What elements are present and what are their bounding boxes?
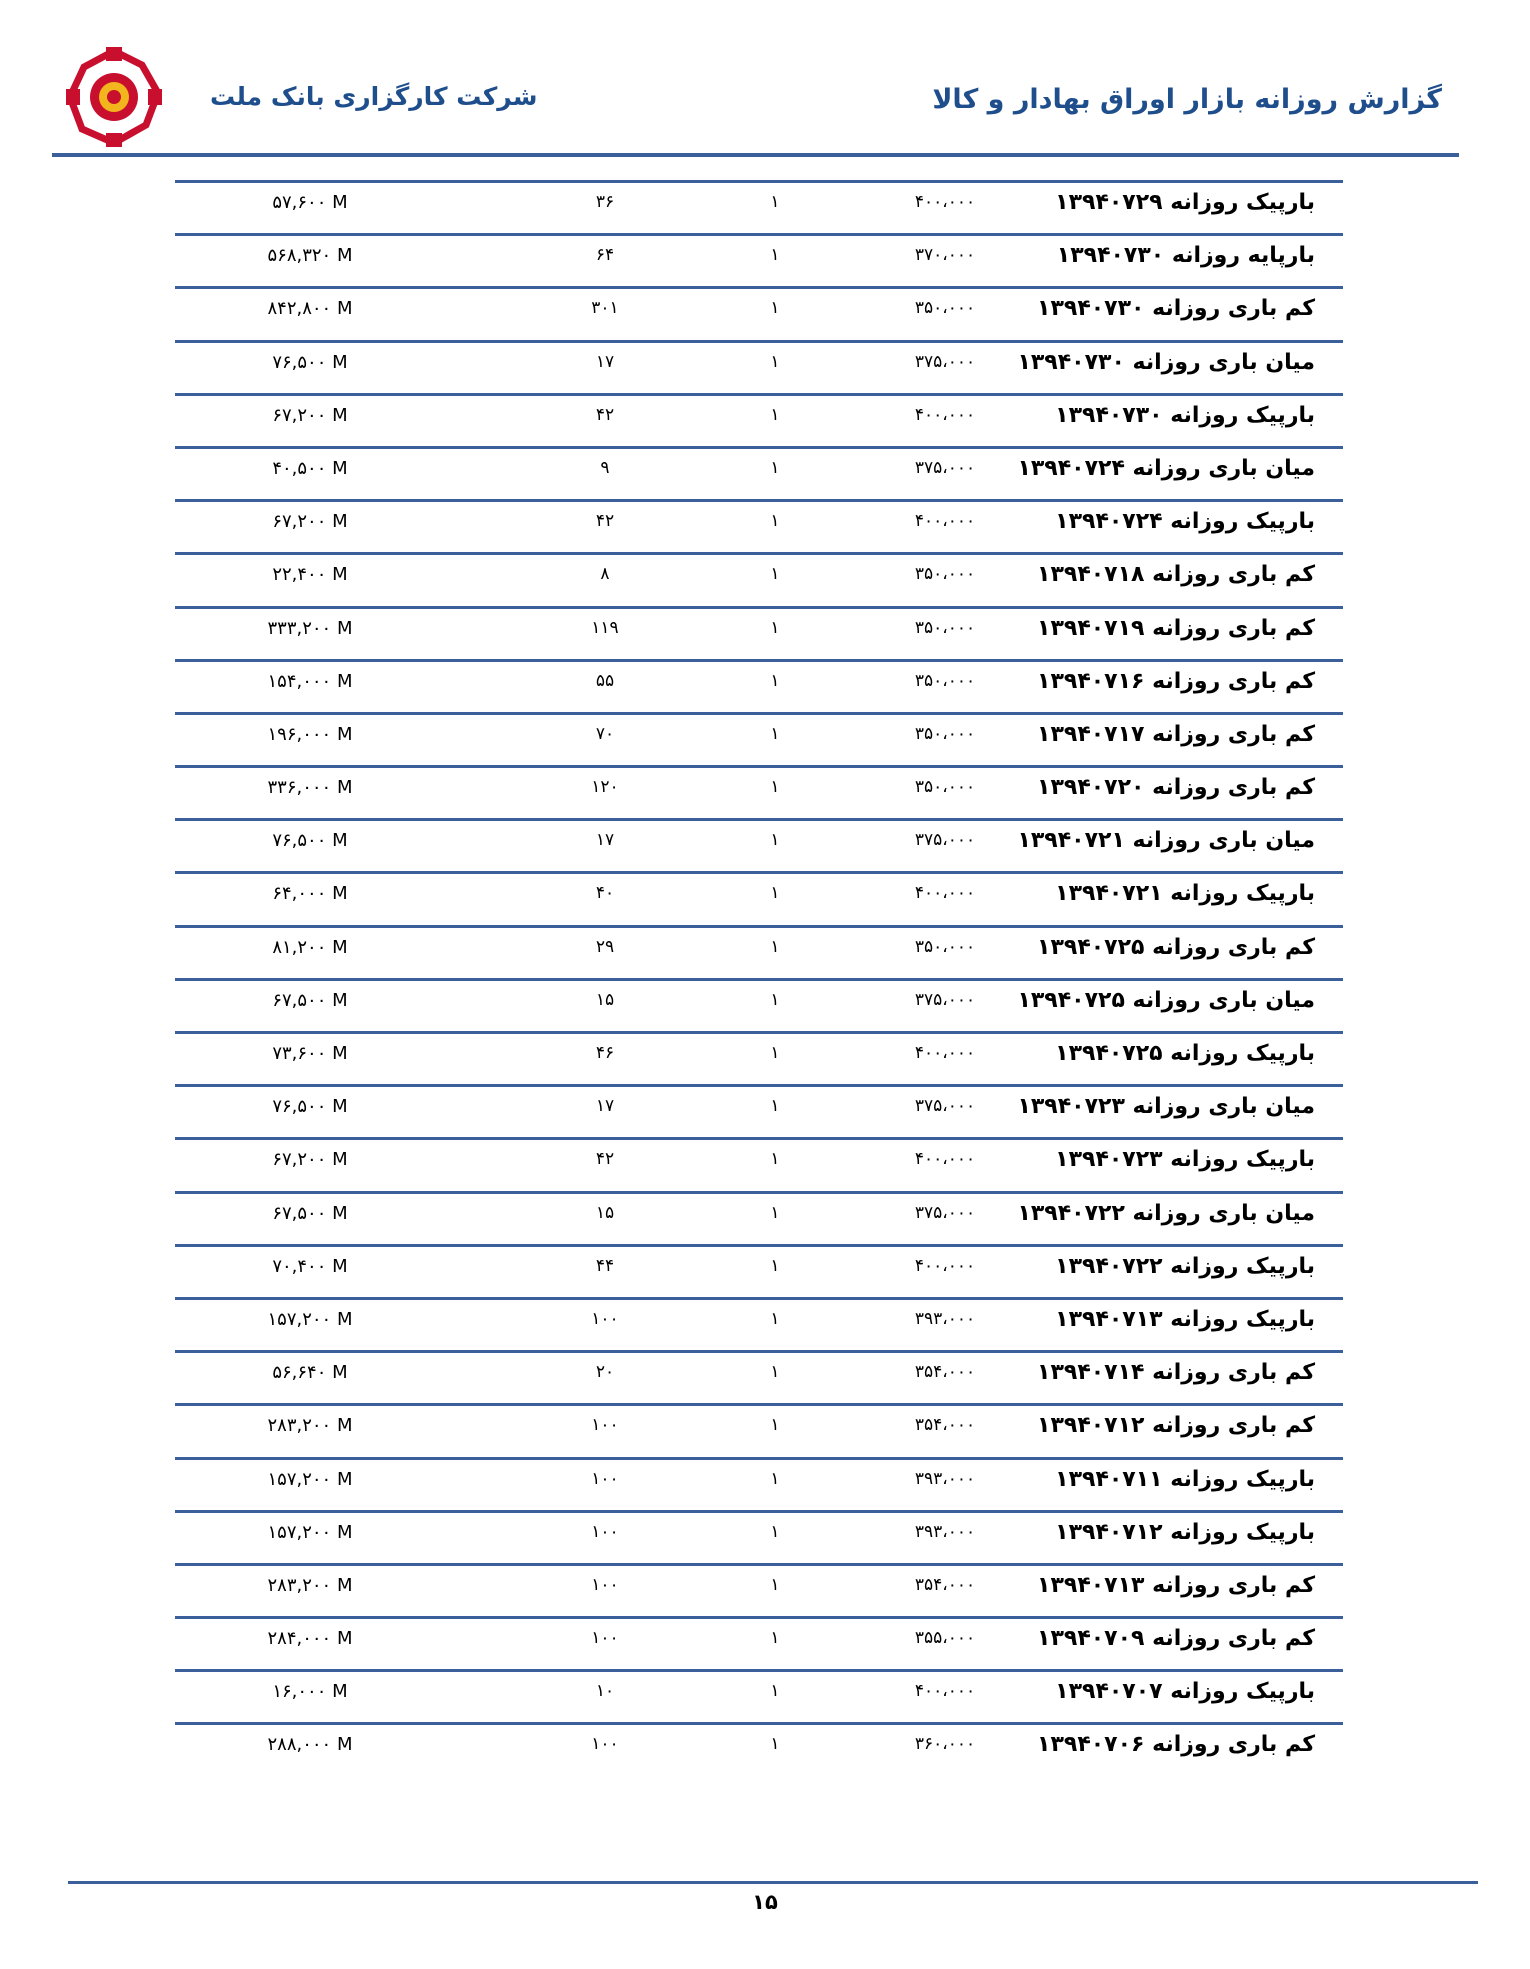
count-cell: ۱۰۰ [591, 1308, 619, 1329]
contract-name: بارپیک روزانه ۱۳۹۴۰۷۰۷ [1055, 1679, 1315, 1705]
contract-name: کم باری روزانه ۱۳۹۴۰۷۱۸ [1037, 562, 1315, 588]
price-cell: ۴۰۰،۰۰۰ [914, 192, 976, 212]
table-row [175, 1616, 1343, 1669]
table-row [175, 1350, 1343, 1403]
price-cell: ۳۹۳،۰۰۰ [914, 1521, 976, 1542]
contract-name: بارپیک روزانه ۱۳۹۴۰۷۲۱ [1055, 881, 1315, 907]
count-cell: ۳۶ [595, 192, 615, 212]
count-cell: ۷۰ [595, 723, 615, 744]
price-cell: ۳۷۵،۰۰۰ [914, 830, 976, 851]
count-cell: ۱۵ [595, 989, 615, 1010]
value-cell: ۱۵۷,۲۰۰ M [267, 1521, 353, 1543]
table-row [175, 286, 1343, 339]
value-cell: ۶۷,۲۰۰ M [272, 1149, 348, 1171]
table-row [175, 978, 1343, 1031]
contract-name: بارپیک روزانه ۱۳۹۴۰۷۲۹ [1055, 190, 1315, 215]
contract-name: کم باری روزانه ۱۳۹۴۰۷۱۲ [1037, 1413, 1315, 1439]
trades-table [175, 180, 1343, 1776]
page-number: ۱۵ [752, 1890, 778, 1914]
contract-name: بارپیک روزانه ۱۳۹۴۰۷۲۲ [1055, 1253, 1315, 1279]
contract-name: میان باری روزانه ۱۳۹۴۰۷۲۲ [1017, 1200, 1315, 1226]
value-cell: ۲۲,۴۰۰ M [272, 564, 348, 586]
count-cell: ۱۰۰ [591, 1468, 619, 1489]
contract-name: بارپیک روزانه ۱۳۹۴۰۷۲۳ [1055, 1147, 1315, 1173]
value-cell: ۵۷,۶۰۰ M [272, 192, 348, 213]
contract-name: کم باری روزانه ۱۳۹۴۰۷۱۶ [1037, 668, 1315, 694]
quantity-cell: ۱ [770, 830, 780, 851]
count-cell: ۱۰۰ [591, 1734, 619, 1755]
value-cell: ۷۶,۵۰۰ M [272, 1096, 348, 1118]
price-cell: ۳۵۴،۰۰۰ [914, 1415, 976, 1436]
value-cell: ۸۴۲,۸۰۰ M [267, 298, 353, 320]
header-divider [52, 153, 1459, 157]
contract-name: کم باری روزانه ۱۳۹۴۰۷۱۴ [1037, 1360, 1315, 1386]
contract-name: بارپیک روزانه ۱۳۹۴۰۷۱۳ [1055, 1306, 1315, 1332]
quantity-cell: ۱ [770, 351, 780, 372]
table-row [175, 925, 1343, 978]
price-cell: ۴۰۰،۰۰۰ [914, 404, 976, 425]
table-row [175, 1457, 1343, 1510]
quantity-cell: ۱ [770, 723, 780, 744]
contract-name: بارپیک روزانه ۱۳۹۴۰۷۳۰ [1055, 402, 1315, 428]
footer-divider [68, 1881, 1478, 1884]
quantity-cell: ۱ [770, 1255, 780, 1276]
table-row [175, 233, 1343, 286]
value-cell: ۲۸۸,۰۰۰ M [267, 1734, 353, 1756]
contract-name: میان باری روزانه ۱۳۹۴۰۷۳۰ [1017, 349, 1315, 375]
value-cell: ۱۵۷,۲۰۰ M [267, 1468, 353, 1490]
price-cell: ۳۹۳،۰۰۰ [914, 1468, 976, 1489]
price-cell: ۳۷۰،۰۰۰ [914, 245, 976, 266]
table-row [175, 499, 1343, 552]
table-row [175, 659, 1343, 712]
contract-name: بارپیک روزانه ۱۳۹۴۰۷۱۲ [1055, 1519, 1315, 1545]
count-cell: ۱۲۰ [591, 777, 619, 798]
price-cell: ۳۵۴،۰۰۰ [914, 1362, 976, 1383]
value-cell: ۶۴,۰۰۰ M [272, 883, 348, 905]
quantity-cell: ۱ [770, 1202, 780, 1223]
count-cell: ۲۹ [595, 936, 615, 957]
contract-name: کم باری روزانه ۱۳۹۴۰۷۲۵ [1037, 934, 1315, 960]
value-cell: ۷۶,۵۰۰ M [272, 830, 348, 852]
price-cell: ۳۵۰،۰۰۰ [914, 723, 976, 744]
count-cell: ۵۵ [595, 670, 615, 691]
count-cell: ۴۴ [595, 1255, 615, 1276]
value-cell: ۶۷,۵۰۰ M [272, 989, 348, 1011]
value-cell: ۶۷,۲۰۰ M [272, 404, 348, 426]
price-cell: ۳۷۵،۰۰۰ [914, 351, 976, 372]
contract-name: کم باری روزانه ۱۳۹۴۰۷۳۰ [1037, 296, 1315, 322]
table-row [175, 446, 1343, 499]
quantity-cell: ۱ [770, 457, 780, 478]
value-cell: ۲۸۴,۰۰۰ M [267, 1628, 353, 1650]
table-row [175, 1297, 1343, 1350]
contract-name: میان باری روزانه ۱۳۹۴۰۷۲۵ [1017, 987, 1315, 1013]
count-cell: ۱۵ [595, 1202, 615, 1223]
price-cell: ۴۰۰،۰۰۰ [914, 883, 976, 904]
table-row [175, 1244, 1343, 1297]
table-row [175, 712, 1343, 765]
value-cell: ۵۶۸,۳۲۰ M [267, 245, 353, 267]
price-cell: ۴۰۰،۰۰۰ [914, 1681, 976, 1702]
value-cell: ۴۰,۵۰۰ M [272, 457, 348, 479]
contract-name: کم باری روزانه ۱۳۹۴۰۷۰۶ [1037, 1732, 1315, 1758]
table-row [175, 393, 1343, 446]
count-cell: ۱۷ [595, 1096, 615, 1117]
value-cell: ۶۷,۲۰۰ M [272, 511, 348, 533]
table-row [175, 1031, 1343, 1084]
table-row [175, 1722, 1343, 1775]
price-cell: ۳۵۰،۰۰۰ [914, 936, 976, 957]
value-cell: ۱۶,۰۰۰ M [272, 1681, 348, 1703]
table-row [175, 1563, 1343, 1616]
count-cell: ۴۲ [595, 1149, 615, 1170]
table-row [175, 180, 1343, 233]
price-cell: ۳۷۵،۰۰۰ [914, 1202, 976, 1223]
contract-name: میان باری روزانه ۱۳۹۴۰۷۲۳ [1017, 1094, 1315, 1120]
count-cell: ۱۰۰ [591, 1415, 619, 1436]
count-cell: ۳۰۱ [591, 298, 619, 319]
quantity-cell: ۱ [770, 883, 780, 904]
count-cell: ۲۰ [595, 1362, 615, 1383]
contract-name: بارپیک روزانه ۱۳۹۴۰۷۲۵ [1055, 1041, 1315, 1066]
table-row [175, 1403, 1343, 1456]
value-cell: ۶۷,۵۰۰ M [272, 1202, 348, 1224]
price-cell: ۴۰۰،۰۰۰ [914, 511, 976, 532]
count-cell: ۴۰ [595, 883, 615, 904]
count-cell: ۸ [600, 564, 610, 585]
quantity-cell: ۱ [770, 564, 780, 585]
value-cell: ۱۵۷,۲۰۰ M [267, 1308, 353, 1330]
table-row [175, 1510, 1343, 1563]
count-cell: ۴۶ [595, 1043, 615, 1063]
table-row [175, 871, 1343, 924]
price-cell: ۳۵۰،۰۰۰ [914, 564, 976, 585]
quantity-cell: ۱ [770, 1734, 780, 1755]
contract-name: کم باری روزانه ۱۳۹۴۰۷۱۳ [1037, 1572, 1315, 1598]
contract-name: بارپیک روزانه ۱۳۹۴۰۷۱۱ [1055, 1466, 1315, 1492]
count-cell: ۱۰ [595, 1681, 615, 1702]
table-row [175, 765, 1343, 818]
quantity-cell: ۱ [770, 1362, 780, 1383]
price-cell: ۳۵۰،۰۰۰ [914, 670, 976, 691]
table-row [175, 340, 1343, 393]
contract-name: میان باری روزانه ۱۳۹۴۰۷۲۴ [1017, 455, 1315, 481]
value-cell: ۲۸۳,۲۰۰ M [267, 1574, 353, 1596]
price-cell: ۳۵۴،۰۰۰ [914, 1574, 976, 1595]
count-cell: ۱۰۰ [591, 1521, 619, 1542]
table-row [175, 818, 1343, 871]
table-row [175, 1084, 1343, 1137]
price-cell: ۳۵۵،۰۰۰ [914, 1628, 976, 1649]
quantity-cell: ۱ [770, 617, 780, 638]
count-cell: ۱۱۹ [591, 617, 619, 638]
count-cell: ۹ [600, 457, 610, 478]
count-cell: ۱۰۰ [591, 1628, 619, 1649]
value-cell: ۷۰,۴۰۰ M [272, 1255, 348, 1277]
count-cell: ۴۲ [595, 511, 615, 532]
price-cell: ۴۰۰،۰۰۰ [914, 1043, 976, 1063]
price-cell: ۳۵۰،۰۰۰ [914, 298, 976, 319]
count-cell: ۱۷ [595, 830, 615, 851]
price-cell: ۴۰۰،۰۰۰ [914, 1255, 976, 1276]
value-cell: ۱۵۴,۰۰۰ M [267, 670, 353, 692]
value-cell: ۳۳۶,۰۰۰ M [267, 777, 353, 799]
contract-name: بارپیک روزانه ۱۳۹۴۰۷۲۴ [1055, 509, 1315, 535]
quantity-cell: ۱ [770, 1149, 780, 1170]
quantity-cell: ۱ [770, 192, 780, 212]
contract-name: میان باری روزانه ۱۳۹۴۰۷۲۱ [1017, 828, 1315, 854]
price-cell: ۳۹۳،۰۰۰ [914, 1308, 976, 1329]
value-cell: ۵۶,۶۴۰ M [272, 1362, 348, 1384]
price-cell: ۳۵۰،۰۰۰ [914, 777, 976, 798]
contract-name: کم باری روزانه ۱۳۹۴۰۷۲۰ [1037, 775, 1315, 801]
value-cell: ۷۶,۵۰۰ M [272, 351, 348, 373]
price-cell: ۳۷۵،۰۰۰ [914, 457, 976, 478]
quantity-cell: ۱ [770, 404, 780, 425]
count-cell: ۱۰۰ [591, 1574, 619, 1595]
count-cell: ۶۴ [595, 245, 615, 266]
quantity-cell: ۱ [770, 1415, 780, 1436]
value-cell: ۳۳۳,۲۰۰ M [267, 617, 353, 639]
company-logo [62, 45, 166, 149]
quantity-cell: ۱ [770, 1574, 780, 1595]
table-row [175, 552, 1343, 605]
price-cell: ۳۷۵،۰۰۰ [914, 1096, 976, 1117]
contract-name: کم باری روزانه ۱۳۹۴۰۷۱۷ [1037, 721, 1315, 747]
quantity-cell: ۱ [770, 1308, 780, 1329]
quantity-cell: ۱ [770, 1096, 780, 1117]
value-cell: ۱۹۶,۰۰۰ M [267, 723, 353, 745]
table-row [175, 1669, 1343, 1722]
value-cell: ۸۱,۲۰۰ M [272, 936, 348, 958]
price-cell: ۴۰۰،۰۰۰ [914, 1149, 976, 1170]
quantity-cell: ۱ [770, 989, 780, 1010]
count-cell: ۱۷ [595, 351, 615, 372]
price-cell: ۳۶۰،۰۰۰ [914, 1734, 976, 1755]
quantity-cell: ۱ [770, 670, 780, 691]
price-cell: ۳۷۵،۰۰۰ [914, 989, 976, 1010]
table-row [175, 1191, 1343, 1244]
quantity-cell: ۱ [770, 245, 780, 266]
quantity-cell: ۱ [770, 1681, 780, 1702]
quantity-cell: ۱ [770, 1628, 780, 1649]
quantity-cell: ۱ [770, 1043, 780, 1063]
quantity-cell: ۱ [770, 1521, 780, 1542]
quantity-cell: ۱ [770, 511, 780, 532]
table-row [175, 1137, 1343, 1190]
contract-name: بارپایه روزانه ۱۳۹۴۰۷۳۰ [1056, 243, 1315, 269]
company-name: شرکت کارگزاری بانک ملت [210, 82, 538, 111]
quantity-cell: ۱ [770, 936, 780, 957]
value-cell: ۲۸۳,۲۰۰ M [267, 1415, 353, 1437]
value-cell: ۷۳,۶۰۰ M [272, 1043, 348, 1064]
quantity-cell: ۱ [770, 1468, 780, 1489]
contract-name: کم باری روزانه ۱۳۹۴۰۷۱۹ [1037, 615, 1315, 641]
contract-name: کم باری روزانه ۱۳۹۴۰۷۰۹ [1037, 1626, 1315, 1652]
table-row [175, 606, 1343, 659]
quantity-cell: ۱ [770, 298, 780, 319]
quantity-cell: ۱ [770, 777, 780, 798]
price-cell: ۳۵۰،۰۰۰ [914, 617, 976, 638]
report-title: گزارش روزانه بازار اوراق بهادار و کالا [932, 84, 1442, 115]
count-cell: ۴۲ [595, 404, 615, 425]
